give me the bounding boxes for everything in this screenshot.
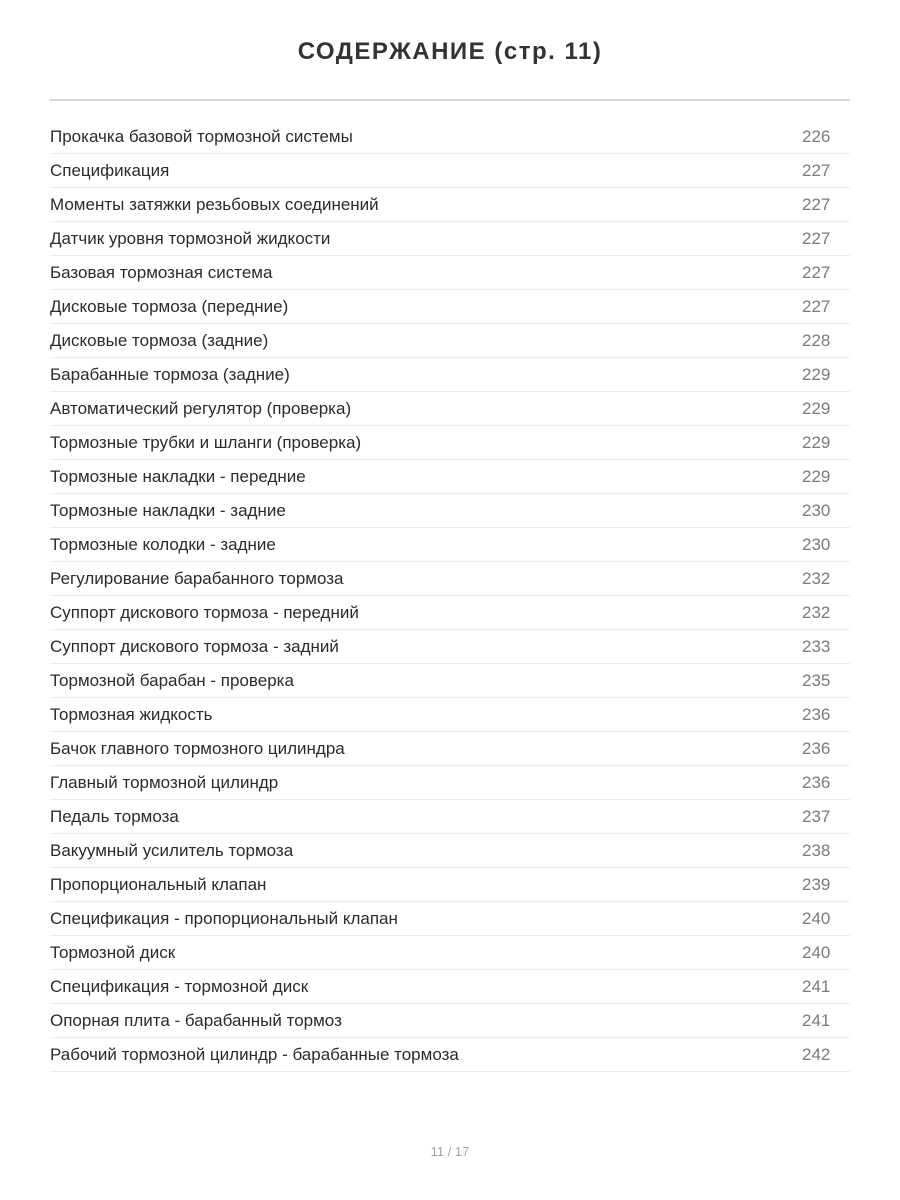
toc-entry-title[interactable]: Тормозные трубки и шланги (проверка) [50,432,362,452]
toc-entry-page-number: 229 [802,398,831,418]
toc-entry-title[interactable]: Суппорт дискового тормоза - задний [50,636,339,656]
toc-entry[interactable] [50,358,850,392]
toc-entry-title[interactable]: Дисковые тормоза (передние) [50,296,289,316]
toc-entry[interactable] [50,800,850,834]
toc-entry-title[interactable]: Вакуумный усилитель тормоза [50,840,294,860]
toc-entry-page-number: 236 [802,738,831,758]
toc-entry-page-number: 229 [802,364,831,384]
toc-entry[interactable] [50,290,850,324]
toc-entry[interactable] [50,222,850,256]
toc-entry-page-number: 227 [802,160,831,180]
toc-entry-page-number: 236 [802,704,831,724]
toc-entry-title[interactable]: Спецификация - пропорциональный клапан [50,908,398,928]
toc-entry-title[interactable]: Спецификация [50,160,170,180]
toc-entry[interactable] [50,868,850,902]
toc-entry-page-number: 239 [802,874,831,894]
toc-entry-page-number: 228 [802,330,831,350]
toc-entry-page-number: 229 [802,466,831,486]
toc-entry[interactable] [50,596,850,630]
title-divider [50,99,850,101]
toc-entry-title[interactable]: Опорная плита - барабанный тормоз [50,1010,342,1030]
toc-entry-title[interactable]: Рабочий тормозной цилиндр - барабанные тормоза [50,1044,459,1064]
toc-entry[interactable] [50,256,850,290]
toc-entry-title[interactable]: Базовая тормозная система [50,262,273,282]
toc-entry[interactable] [50,1038,850,1072]
toc-entry-title[interactable]: Главный тормозной цилиндр [50,772,279,792]
toc-entry[interactable] [50,1004,850,1038]
toc-entry[interactable] [50,528,850,562]
toc-entry[interactable] [50,834,850,868]
toc-entry-title[interactable]: Бачок главного тормозного цилиндра [50,738,345,758]
toc-entry[interactable] [50,902,850,936]
toc-entry-page-number: 229 [802,432,831,452]
toc-entry-title[interactable]: Тормозной диск [50,942,176,962]
page-number: 11 / 17 [430,1144,470,1159]
toc-entry-title[interactable]: Спецификация - тормозной диск [50,976,309,996]
toc-entry-page-number: 230 [802,500,831,520]
toc-entry-page-number: 227 [802,228,831,248]
toc-entry-page-number: 233 [802,636,831,656]
toc-entry-page-number: 230 [802,534,831,554]
toc-entry[interactable] [50,936,850,970]
toc-entry-page-number: 240 [802,908,831,928]
toc-entry[interactable] [50,630,850,664]
toc-entry-page-number: 235 [802,670,831,690]
toc-entry-title[interactable]: Педаль тормоза [50,806,179,826]
toc-entry[interactable] [50,562,850,596]
toc-entry-page-number: 232 [802,602,831,622]
toc-entry-title[interactable]: Датчик уровня тормозной жидкости [50,228,331,248]
toc-entry[interactable] [50,188,850,222]
toc-entry-page-number: 242 [802,1044,831,1064]
toc-entry-title[interactable]: Прокачка базовой тормозной системы [50,126,353,146]
toc-entry[interactable] [50,732,850,766]
toc-entry[interactable] [50,120,850,154]
toc-entry-title[interactable]: Пропорциональный клапан [50,874,267,894]
toc-entry-title[interactable]: Суппорт дискового тормоза - передний [50,602,359,622]
toc-entry-title[interactable]: Регулирование барабанного тормоза [50,568,344,588]
toc-entry[interactable] [50,426,850,460]
toc-entry[interactable] [50,970,850,1004]
table-of-contents [50,120,850,1072]
toc-entry-page-number: 241 [802,1010,831,1030]
toc-entry-page-number: 226 [802,126,831,146]
toc-entry[interactable] [50,460,850,494]
toc-entry[interactable] [50,324,850,358]
toc-entry[interactable] [50,664,850,698]
toc-entry-page-number: 241 [802,976,831,996]
toc-entry[interactable] [50,154,850,188]
toc-entry-title[interactable]: Дисковые тормоза (задние) [50,330,269,350]
toc-entry-title[interactable]: Тормозные колодки - задние [50,534,276,554]
toc-entry-page-number: 227 [802,194,831,214]
toc-entry-title[interactable]: Тормозная жидкость [50,704,213,724]
toc-entry[interactable] [50,766,850,800]
toc-entry-page-number: 227 [802,296,831,316]
toc-entry-title[interactable]: Моменты затяжки резьбовых соединений [50,194,379,214]
toc-entry[interactable] [50,698,850,732]
toc-entry-title[interactable]: Тормозные накладки - передние [50,466,306,486]
toc-entry-page-number: 232 [802,568,831,588]
toc-entry-page-number: 240 [802,942,831,962]
toc-entry-page-number: 227 [802,262,831,282]
toc-entry-title[interactable]: Тормозные накладки - задние [50,500,286,520]
toc-entry-title[interactable]: Барабанные тормоза (задние) [50,364,290,384]
toc-entry-page-number: 237 [802,806,831,826]
toc-entry-page-number: 238 [802,840,831,860]
page-title: СОДЕРЖАНИЕ (стр. 11) [297,38,603,65]
toc-entry-title[interactable]: Автоматический регулятор (проверка) [50,398,352,418]
toc-entry[interactable] [50,392,850,426]
toc-entry-title[interactable]: Тормозной барабан - проверка [50,670,294,690]
toc-entry-page-number: 236 [802,772,831,792]
toc-entry[interactable] [50,494,850,528]
